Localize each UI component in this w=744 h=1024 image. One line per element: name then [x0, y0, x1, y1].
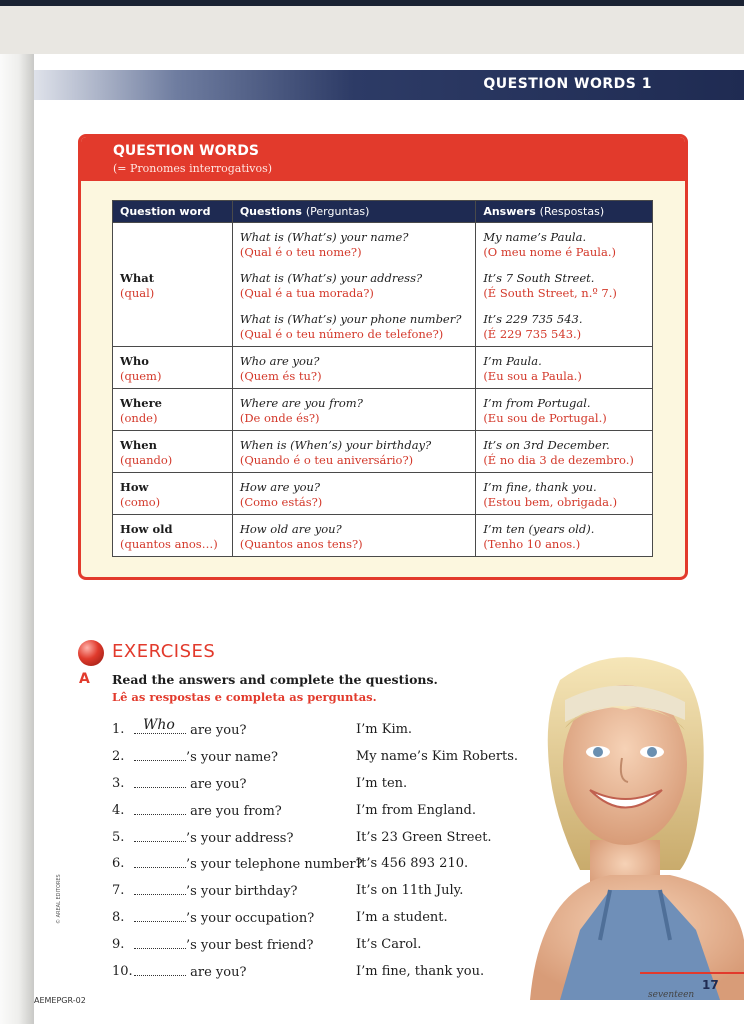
exercise-answer: It’s on 11th July.: [356, 883, 464, 899]
answer-blank[interactable]: [134, 883, 186, 895]
question-translation: (Qual é a tua morada?): [239, 286, 374, 300]
answer-translation: (Eu sou de Portugal.): [483, 411, 607, 425]
answer-blank[interactable]: [134, 749, 186, 761]
answer-blank[interactable]: [134, 776, 186, 788]
exercise-number: 2.: [112, 748, 125, 764]
exercise-question-text: ’s your occupation?: [186, 911, 315, 927]
exercise-question: [134, 717, 247, 738]
exercise-number: 8.: [112, 910, 125, 926]
questions-cell: [232, 347, 475, 389]
exercise-instruction: Read the answers and complete the questions.: [112, 672, 438, 687]
exercise-item: [112, 803, 532, 830]
question-translation: (Como estás?): [239, 495, 323, 509]
questions-cell: [232, 389, 475, 431]
exercise-question-text: ’s your best friend?: [186, 938, 314, 954]
grammar-box-header: [81, 137, 685, 181]
question-word-cell: [113, 223, 233, 347]
exercise-answer: I’m fine, thank you.: [356, 964, 485, 980]
exercise-item: [112, 910, 532, 937]
table-row: [113, 389, 653, 431]
answer-translation: (Eu sou a Paula.): [483, 369, 582, 383]
exercise-number: 1.: [112, 722, 125, 737]
question-words-table: [112, 200, 653, 557]
column-header-answers: Answers (Respostas): [476, 201, 653, 223]
answer-text: My name’s Paula.: [483, 230, 587, 244]
question-word: How old: [120, 522, 173, 536]
column-header-word: Question word: [113, 201, 233, 223]
exercise-answer: It’s 23 Green Street.: [356, 829, 492, 845]
grammar-box-subtitle: (= Pronomes interrogativos): [113, 162, 273, 175]
table-row: [113, 223, 653, 347]
question-text: What is (What’s) your address?: [239, 271, 423, 285]
answer-text: It’s on 3rd December.: [483, 438, 610, 452]
exercise-question: [134, 776, 246, 792]
exercises-title: EXERCISES: [112, 641, 216, 662]
exercise-question-text: are you?: [186, 776, 247, 792]
question-word-translation: (quando): [120, 453, 173, 467]
girl-photo: [520, 640, 744, 1000]
answer-blank[interactable]: [134, 937, 186, 949]
book-code: AEMEPGR-02: [34, 996, 86, 1005]
exercise-question-text: ’s your name?: [186, 749, 278, 765]
answer-translation: (É South Street, n.º 7.): [483, 286, 617, 300]
exercise-number: 10.: [112, 964, 133, 980]
answer-blank[interactable]: [134, 910, 186, 922]
answer-text: It’s 229 735 543.: [483, 312, 583, 326]
question-word-translation: (quem): [120, 369, 162, 383]
answer-translation: (O meu nome é Paula.): [483, 245, 616, 259]
exercise-question: [134, 856, 363, 872]
table-header-row: [113, 201, 653, 223]
publisher-credit: © AREAL EDITORES: [56, 874, 62, 924]
exercise-number: 7.: [112, 883, 125, 899]
exercise-item: [112, 883, 532, 910]
exercise-answer: I’m Kim.: [356, 722, 413, 737]
table-row: [113, 473, 653, 515]
exercise-question: [134, 964, 246, 980]
question-translation: (Qual é o teu nome?): [239, 245, 362, 259]
exercise-number: 5.: [112, 829, 125, 845]
girl-illustration: [520, 640, 744, 1000]
questions-cell: [232, 515, 475, 557]
exercise-answer: It’s Carol.: [356, 937, 422, 953]
column-header-questions: Questions (Perguntas): [232, 201, 475, 223]
page-number: 17: [702, 978, 719, 992]
exercise-item: [112, 830, 532, 857]
answer-blank[interactable]: [134, 964, 186, 976]
table-row: [113, 347, 653, 389]
exercise-letter: A: [79, 671, 90, 687]
question-word-translation: (como): [120, 495, 161, 509]
exercise-answer: My name’s Kim Roberts.: [356, 748, 519, 764]
exercise-answer: I’m a student.: [356, 910, 448, 926]
exercise-question-text: ’s your telephone number?: [186, 857, 363, 873]
answer-text: It’s 7 South Street.: [483, 271, 595, 285]
exercise-item: [112, 717, 532, 749]
question-word-cell: [113, 515, 233, 557]
question-translation: (Quando é o teu aniversário?): [239, 453, 414, 467]
exercise-question: [134, 830, 293, 846]
question-translation: (Quantos anos tens?): [239, 537, 363, 551]
answers-cell: [476, 347, 653, 389]
exercise-question-text: ’s your birthday?: [186, 884, 298, 900]
answer-blank[interactable]: [134, 856, 186, 868]
exercise-question: [134, 910, 314, 926]
question-word-cell: [113, 473, 233, 515]
question-word-translation: (onde): [120, 411, 158, 425]
answers-cell: [476, 515, 653, 557]
question-translation: (Quem és tu?): [239, 369, 322, 383]
answer-text: I’m from Portugal.: [483, 396, 591, 410]
answers-cell: [476, 223, 653, 347]
scan-top-margin: [0, 6, 744, 54]
exercise-list: [112, 717, 532, 991]
question-text: When is (When’s) your birthday?: [239, 438, 432, 452]
question-word-translation: (quantos anos…): [120, 537, 218, 551]
answer-translation: (É 229 735 543.): [483, 327, 582, 341]
exercise-item: [112, 856, 532, 883]
answer-text: I’m ten (years old).: [483, 522, 595, 536]
grammar-box-title: QUESTION WORDS: [113, 143, 259, 159]
exercise-question: [134, 883, 298, 899]
question-word: What: [120, 271, 155, 285]
questions-cell: [232, 473, 475, 515]
question-word-cell: [113, 389, 233, 431]
exercise-item: [112, 749, 532, 776]
exercise-answer: It’s 456 893 210.: [356, 856, 469, 872]
questions-cell: [232, 223, 475, 347]
answers-cell: [476, 389, 653, 431]
exercise-number: 6.: [112, 856, 125, 872]
blank-filled-word: Who: [143, 717, 175, 733]
answers-cell: [476, 431, 653, 473]
question-text: Who are you?: [239, 354, 320, 368]
question-word: Who: [120, 354, 149, 368]
question-translation: (De onde és?): [239, 411, 320, 425]
answer-text: I’m Paula.: [483, 354, 542, 368]
question-word-translation: (qual): [120, 286, 155, 300]
exercises-bullet-icon: [78, 640, 104, 666]
exercise-question-text: are you from?: [186, 803, 282, 819]
question-text: How are you?: [239, 480, 321, 494]
exercise-item: [112, 964, 532, 991]
exercise-number: 4.: [112, 802, 125, 818]
question-text: What is (What’s) your name?: [239, 230, 409, 244]
exercise-number: 9.: [112, 937, 125, 953]
exercise-number: 3.: [112, 775, 125, 791]
question-word: When: [120, 438, 157, 452]
question-word-cell: [113, 431, 233, 473]
answer-translation: (Estou bem, obrigada.): [483, 495, 618, 509]
question-text: How old are you?: [239, 522, 342, 536]
page-title: QUESTION WORDS 1: [483, 76, 652, 92]
question-translation: (Qual é o teu número de telefone?): [239, 327, 444, 341]
question-word: Where: [120, 396, 162, 410]
question-word: How: [120, 480, 149, 494]
answer-blank[interactable]: [134, 803, 186, 815]
exercise-question: [134, 937, 313, 953]
facing-page-edge: [0, 54, 34, 1024]
question-word-cell: [113, 347, 233, 389]
exercise-answer: I’m ten.: [356, 775, 408, 791]
question-text: Where are you from?: [239, 396, 363, 410]
table-row: [113, 515, 653, 557]
answer-blank[interactable]: [134, 717, 186, 734]
page-number-rule: [640, 972, 744, 974]
page-number-word: seventeen: [648, 990, 695, 1000]
question-text: What is (What’s) your phone number?: [239, 312, 462, 326]
answer-translation: (Tenho 10 anos.): [483, 537, 581, 551]
answer-text: I’m fine, thank you.: [483, 480, 597, 494]
exercise-question-text: are you?: [186, 965, 247, 981]
answer-translation: (É no dia 3 de dezembro.): [483, 453, 634, 467]
answers-cell: [476, 473, 653, 515]
table-row: [113, 431, 653, 473]
exercise-item: [112, 776, 532, 803]
answer-blank[interactable]: [134, 830, 186, 842]
exercise-item: [112, 937, 532, 964]
questions-cell: [232, 431, 475, 473]
exercise-question: [134, 803, 282, 819]
exercise-question-text: ’s your address?: [186, 830, 294, 846]
exercise-answer: I’m from England.: [356, 802, 476, 818]
exercise-question: [134, 749, 278, 765]
exercise-instruction-pt: Lê as respostas e completa as perguntas.: [112, 690, 377, 704]
exercise-question-text: are you?: [186, 723, 247, 738]
